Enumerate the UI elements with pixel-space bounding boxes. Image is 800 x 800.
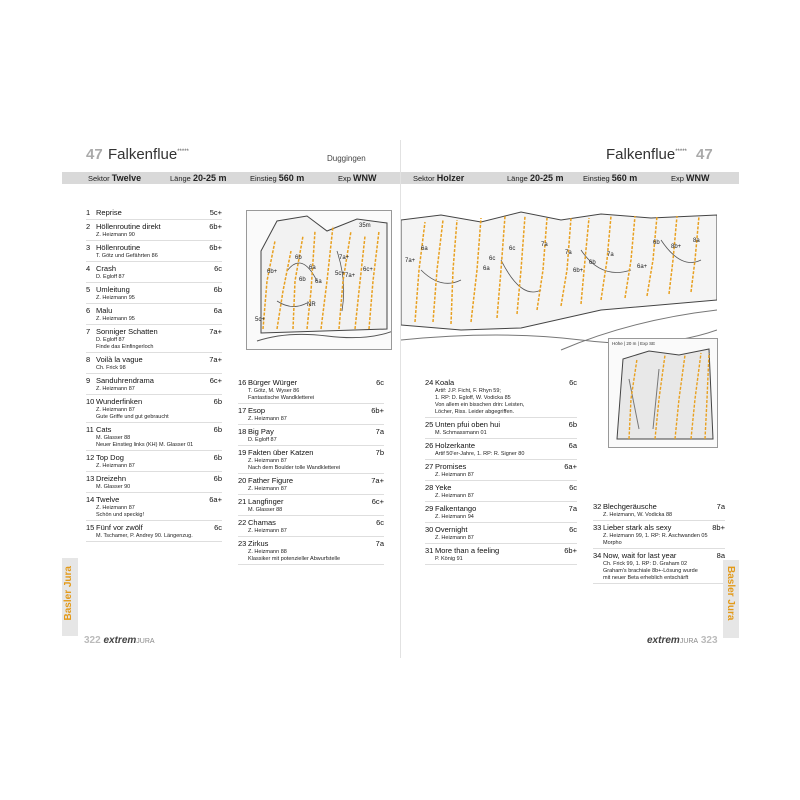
route-name: Father Figure xyxy=(248,476,294,485)
footer-left: 322 extremJURA xyxy=(84,635,155,646)
route-info: D. Egloff 87 xyxy=(96,274,125,280)
route-number: 24 xyxy=(425,378,434,387)
route-name: Big Pay xyxy=(248,427,274,436)
route-name: Top Dog xyxy=(96,453,124,462)
sektor-bar xyxy=(401,172,739,184)
route-grade: 8b+ xyxy=(712,523,725,532)
route-info: Neuer Einstieg links (KH) M. Glasser 01 xyxy=(96,442,194,448)
route-entry xyxy=(238,404,384,425)
route-grade: 6c xyxy=(214,264,222,273)
route-number: 2 xyxy=(86,222,91,231)
route-entry xyxy=(238,516,384,537)
route-grade: 7a+ xyxy=(371,476,384,485)
route-entry xyxy=(86,451,222,472)
route-name: Yeke xyxy=(435,483,452,492)
route-grade: 6c xyxy=(569,378,577,387)
route-number: 6 xyxy=(86,306,91,315)
topo-grade-label: 7a+ xyxy=(345,273,356,279)
route-info: Von allem ein bisschen drin: Leisten, xyxy=(435,402,525,408)
route-list-right-1 xyxy=(425,376,577,565)
route-info: Z. Heizmann 95 xyxy=(96,295,135,301)
exposition: Exp WNW xyxy=(338,173,377,183)
route-name: Bürger Würger xyxy=(248,378,298,387)
route-name: Overnight xyxy=(435,525,468,534)
route-info: Z. Heizmann 87 xyxy=(96,505,135,511)
route-info: P. König 91 xyxy=(435,556,463,562)
right-page xyxy=(401,140,739,658)
sektor-name: Holzer xyxy=(436,173,465,183)
route-info: Z. Heizmann 87 xyxy=(435,472,474,478)
route-entry xyxy=(238,474,384,495)
crag-number: 47 xyxy=(86,146,103,163)
route-grade: 6b+ xyxy=(209,222,222,231)
crag-stars: ***** xyxy=(177,149,189,155)
route-grade: 6b xyxy=(568,420,577,429)
route-grade: 6a xyxy=(568,441,577,450)
sektor-name: Twelve xyxy=(111,173,142,183)
left-page xyxy=(62,140,401,658)
route-info: Artif 50'er-Jahre, 1. RP: R. Signer 80 xyxy=(435,451,525,457)
route-grade: 6a+ xyxy=(209,495,222,504)
page-number: 323 xyxy=(700,635,718,646)
topo-grade-label: 6a+ xyxy=(637,264,648,270)
route-info: Z. Heizmann 87 xyxy=(435,493,474,499)
topo-grade-label: 7a xyxy=(565,250,572,256)
route-name: Dreizehn xyxy=(96,474,127,483)
topo-grade-label: 6a xyxy=(421,246,428,252)
route-entry xyxy=(425,376,577,418)
topo-grade-label: 5c+ xyxy=(255,317,265,323)
route-entry xyxy=(593,549,725,584)
route-grade: 6c xyxy=(569,483,577,492)
side-tab-right xyxy=(723,560,739,638)
route-entry xyxy=(238,537,384,565)
route-name: Sonniger Schatten xyxy=(96,327,158,336)
route-grade: 6c xyxy=(569,525,577,534)
route-info: M. Tschamer, P. Andrey 90. Längenzug. xyxy=(96,533,193,539)
topo-grade-label: 7a xyxy=(541,242,548,248)
route-info: M. Glasser 88 xyxy=(248,507,283,513)
route-info: Gute Griffe und gut gebraucht xyxy=(96,414,169,420)
route-name: Höllenroutine xyxy=(96,243,141,252)
route-info: M. Glasser 90 xyxy=(96,484,131,490)
route-number: 14 xyxy=(86,495,95,504)
left-page-header xyxy=(62,146,401,168)
route-grade: 6b+ xyxy=(209,243,222,252)
route-grade: 7a xyxy=(375,539,384,548)
topo-grade-label: 7a+ xyxy=(339,255,350,261)
route-info: Löcher, Riss. Leider abgegriffen. xyxy=(435,409,515,415)
route-info: Schön und speckig! xyxy=(96,512,145,518)
route-grade: 8a xyxy=(716,551,725,560)
route-name: Koala xyxy=(435,378,455,387)
route-info: Finde das Einfingerloch xyxy=(96,344,154,350)
route-number: 8 xyxy=(86,355,91,364)
route-entry xyxy=(238,425,384,446)
route-name: Voilà la vague xyxy=(96,355,143,364)
route-grade: 7a xyxy=(716,502,725,511)
region-label: Basler Jura xyxy=(725,566,736,621)
route-info: Z. Heizmann 87 xyxy=(248,486,287,492)
topo-grade-label: 7a xyxy=(607,252,614,258)
topo-grade-label: 8b+ xyxy=(671,244,682,250)
route-list-left-2 xyxy=(238,376,384,565)
route-name: Cats xyxy=(96,425,112,434)
route-grade: 7a+ xyxy=(209,355,222,364)
route-info: M. Schmassmann 01 xyxy=(435,430,487,436)
route-grade: 7b xyxy=(375,448,384,457)
route-entry xyxy=(425,460,577,481)
topo-grade-label: 6b xyxy=(299,277,306,283)
topo-grade-label: 5c+ xyxy=(335,271,345,277)
route-entry xyxy=(86,423,222,451)
topo-grade-label: 35m xyxy=(359,223,371,229)
route-info: Z. Heizmann 87 xyxy=(248,528,287,534)
route-info: T. Götz und Gefährten 86 xyxy=(96,253,158,259)
route-info: T. Götz, M. Wyser 86 xyxy=(248,388,300,394)
route-info: Z. Heizmann 88 xyxy=(248,549,287,555)
route-entry xyxy=(425,418,577,439)
crag-number: 47 xyxy=(696,146,713,163)
topo-grade-label: 8a xyxy=(693,238,700,244)
route-entry xyxy=(593,521,725,549)
topo-left-drawing xyxy=(247,211,392,350)
region-label: Basler Jura xyxy=(63,566,74,621)
route-entry xyxy=(86,325,222,353)
topo-inset xyxy=(608,338,718,448)
route-info: Z. Heizmann, W. Vodicka 88 xyxy=(603,512,673,518)
route-number: 10 xyxy=(86,397,95,406)
footer-brand: extrem xyxy=(103,635,137,646)
route-entry xyxy=(86,220,222,241)
route-entry xyxy=(86,472,222,493)
topo-grade-label: 6c xyxy=(509,246,516,252)
crag-title xyxy=(606,146,687,163)
route-entry xyxy=(86,304,222,325)
route-info: Morpho xyxy=(603,540,622,546)
topo-grade-label: 6b+ xyxy=(267,269,278,275)
topo-grade-label: 7a+ xyxy=(405,258,416,264)
topo-grade-label: 6c+ xyxy=(363,267,373,273)
topo-left xyxy=(246,210,392,350)
route-entry xyxy=(86,374,222,395)
route-name: Fakten über Katzen xyxy=(248,448,314,457)
crag-title xyxy=(108,146,189,163)
route-info: Ch. Frick 99, 1. RP: D. Graham 02 xyxy=(603,561,688,567)
route-entry xyxy=(86,521,222,542)
route-entry xyxy=(425,439,577,460)
einstieg: Einstieg 560 m xyxy=(250,173,305,183)
village-name: Duggingen xyxy=(327,154,366,163)
route-grade: 6b+ xyxy=(371,406,384,415)
topo-grade-label: 6b+ xyxy=(573,268,584,274)
laenge: Länge 20-25 m xyxy=(170,173,227,183)
route-entry xyxy=(425,502,577,523)
route-name: Now, wait for last year xyxy=(603,551,677,560)
sektor-label: Sektor Twelve xyxy=(88,173,142,183)
topo-grade-label: 6a xyxy=(483,266,490,272)
route-number: 28 xyxy=(425,483,434,492)
route-grade: 7a xyxy=(375,427,384,436)
route-number: 23 xyxy=(238,539,247,548)
laenge: Länge 20-25 m xyxy=(507,173,564,183)
route-number: 20 xyxy=(238,476,247,485)
route-info: Graham's brachiale 8b+-Lösung wurde xyxy=(603,568,698,574)
route-info: Z. Heizmann 87 xyxy=(96,463,135,469)
route-number: 33 xyxy=(593,523,602,532)
route-info: Z. Heizmann 95 xyxy=(96,316,135,322)
route-name: Langfinger xyxy=(248,497,284,506)
route-entry xyxy=(86,353,222,374)
route-info: M. Glasser 88 xyxy=(96,435,131,441)
route-name: Sanduhrendrama xyxy=(96,376,154,385)
route-info: Ch. Frick 98 xyxy=(96,365,126,371)
route-grade: 6c+ xyxy=(209,376,222,385)
route-number: 9 xyxy=(86,376,91,385)
route-name: Chamas xyxy=(248,518,276,527)
route-name: Crash xyxy=(96,264,117,273)
route-number: 30 xyxy=(425,525,434,534)
route-number: 18 xyxy=(238,427,247,436)
route-grade: 6a xyxy=(213,306,222,315)
route-grade: 6c xyxy=(214,523,222,532)
route-name: Falkentango xyxy=(435,504,477,513)
route-name: Blechgeräusche xyxy=(603,502,657,511)
crag-name: Falkenflue xyxy=(606,146,676,163)
route-info: Z. Heizmann 99, 1. RP: R. Aschwanden 05 xyxy=(603,533,708,539)
route-entry xyxy=(238,446,384,474)
route-name: Lieber stark als sexy xyxy=(603,523,672,532)
route-number: 5 xyxy=(86,285,91,294)
footer-brand: extrem xyxy=(647,635,680,646)
route-number: 22 xyxy=(238,518,247,527)
route-number: 1 xyxy=(86,208,91,217)
page-number: 322 xyxy=(84,635,101,646)
route-list-left-1 xyxy=(86,206,222,542)
book-spread xyxy=(62,140,739,658)
route-grade: 7a xyxy=(568,504,577,513)
route-number: 12 xyxy=(86,453,95,462)
right-page-header xyxy=(401,146,739,168)
sektor-label: Sektor Holzer xyxy=(413,173,465,183)
route-number: 4 xyxy=(86,264,91,273)
topo-grade-label: NR xyxy=(307,302,316,308)
topo-grade-label: 6a xyxy=(309,265,316,271)
route-number: 34 xyxy=(593,551,602,560)
route-number: 17 xyxy=(238,406,247,415)
route-grade: 6c xyxy=(376,378,384,387)
route-entry xyxy=(425,544,577,565)
route-grade: 6c xyxy=(376,518,384,527)
route-name: Höllenroutine direkt xyxy=(96,222,161,231)
inset-label: Höhe | 20 m | Exp SE xyxy=(612,341,656,346)
route-name: Malu xyxy=(96,306,113,315)
route-name: Esop xyxy=(248,406,266,415)
route-info: D. Egloff 87 xyxy=(248,437,277,443)
topo-grade-label: 6c xyxy=(489,256,496,262)
route-name: Umleitung xyxy=(96,285,130,294)
einstieg: Einstieg 560 m xyxy=(583,173,638,183)
route-number: 29 xyxy=(425,504,434,513)
route-grade: 6b+ xyxy=(564,546,577,555)
route-number: 31 xyxy=(425,546,434,555)
route-info: Nach dem Boulder tolle Wandkletterei xyxy=(248,465,341,471)
route-grade: 6b xyxy=(213,397,222,406)
route-number: 15 xyxy=(86,523,95,532)
route-grade: 6b xyxy=(213,285,222,294)
route-info: Z. Heizmann 90 xyxy=(96,232,135,238)
route-entry xyxy=(86,262,222,283)
route-number: 19 xyxy=(238,448,247,457)
topo-grade-label: 6b xyxy=(589,260,596,266)
route-number: 21 xyxy=(238,497,247,506)
route-info: Z. Heizmann 87 xyxy=(248,416,287,422)
route-info: 1. RP: D. Egloff, W. Vodicka 85 xyxy=(435,395,511,401)
side-tab-left xyxy=(62,558,78,636)
route-info: Z. Heizmann 87 xyxy=(96,407,135,413)
exposition: Exp WNW xyxy=(671,173,710,183)
route-grade: 6a+ xyxy=(564,462,577,471)
route-grade: 6c+ xyxy=(371,497,384,506)
route-name: Zirkus xyxy=(248,539,269,548)
route-grade: 7a+ xyxy=(209,327,222,336)
topo-grade-label: 6b xyxy=(653,240,660,246)
route-grade: 6b xyxy=(213,474,222,483)
route-grade: 6b xyxy=(213,453,222,462)
route-grade: 5c+ xyxy=(209,208,222,217)
route-info: Fantastische Wandkletterei xyxy=(248,395,315,401)
route-info: Z. Heizmann 87 xyxy=(248,458,287,464)
route-entry xyxy=(425,523,577,544)
sektor-bar xyxy=(62,172,400,184)
route-number: 16 xyxy=(238,378,247,387)
route-list-right-2 xyxy=(593,500,725,584)
topo-inset-drawing xyxy=(609,339,718,448)
route-name: Unten pfui oben hui xyxy=(435,420,501,429)
route-name: Reprise xyxy=(96,208,122,217)
route-name: Promises xyxy=(435,462,467,471)
footer-right: extremJURA 323 xyxy=(647,635,718,646)
route-number: 3 xyxy=(86,243,91,252)
route-info: D. Egloff 87 xyxy=(96,337,125,343)
route-entry xyxy=(238,376,384,404)
route-entry xyxy=(86,206,222,220)
route-entry xyxy=(86,493,222,521)
route-name: Holzerkante xyxy=(435,441,476,450)
route-number: 27 xyxy=(425,462,434,471)
topo-grade-label: 6b xyxy=(295,255,302,261)
route-entry xyxy=(593,500,725,521)
crag-stars: ***** xyxy=(675,149,687,155)
route-grade: 6b xyxy=(213,425,222,434)
route-name: More than a feeling xyxy=(435,546,500,555)
route-info: Klassiker mit potenzieller Abwurfstelle xyxy=(248,556,341,562)
route-entry xyxy=(86,283,222,304)
route-info: Z. Heizmann 94 xyxy=(435,514,474,520)
route-number: 7 xyxy=(86,327,91,336)
route-name: Wunderfinken xyxy=(96,397,143,406)
route-number: 13 xyxy=(86,474,95,483)
route-info: Z. Heizmann 87 xyxy=(435,535,474,541)
route-name: Twelve xyxy=(96,495,120,504)
topo-grade-label: 6a xyxy=(315,279,322,285)
route-info: Z. Heizmann 87 xyxy=(96,386,135,392)
route-entry xyxy=(86,241,222,262)
route-entry xyxy=(238,495,384,516)
route-info: mit neuer Beta erheblich entschärft xyxy=(603,575,689,581)
route-number: 11 xyxy=(86,425,94,434)
route-entry xyxy=(86,395,222,423)
route-number: 25 xyxy=(425,420,434,429)
route-entry xyxy=(425,481,577,502)
route-info: Artif: J.P. Ficht, F. Rhyn 59; xyxy=(435,388,501,394)
route-number: 26 xyxy=(425,441,434,450)
route-number: 32 xyxy=(593,502,602,511)
route-name: Fünf vor zwölf xyxy=(96,523,143,532)
crag-name: Falkenflue xyxy=(108,146,178,163)
